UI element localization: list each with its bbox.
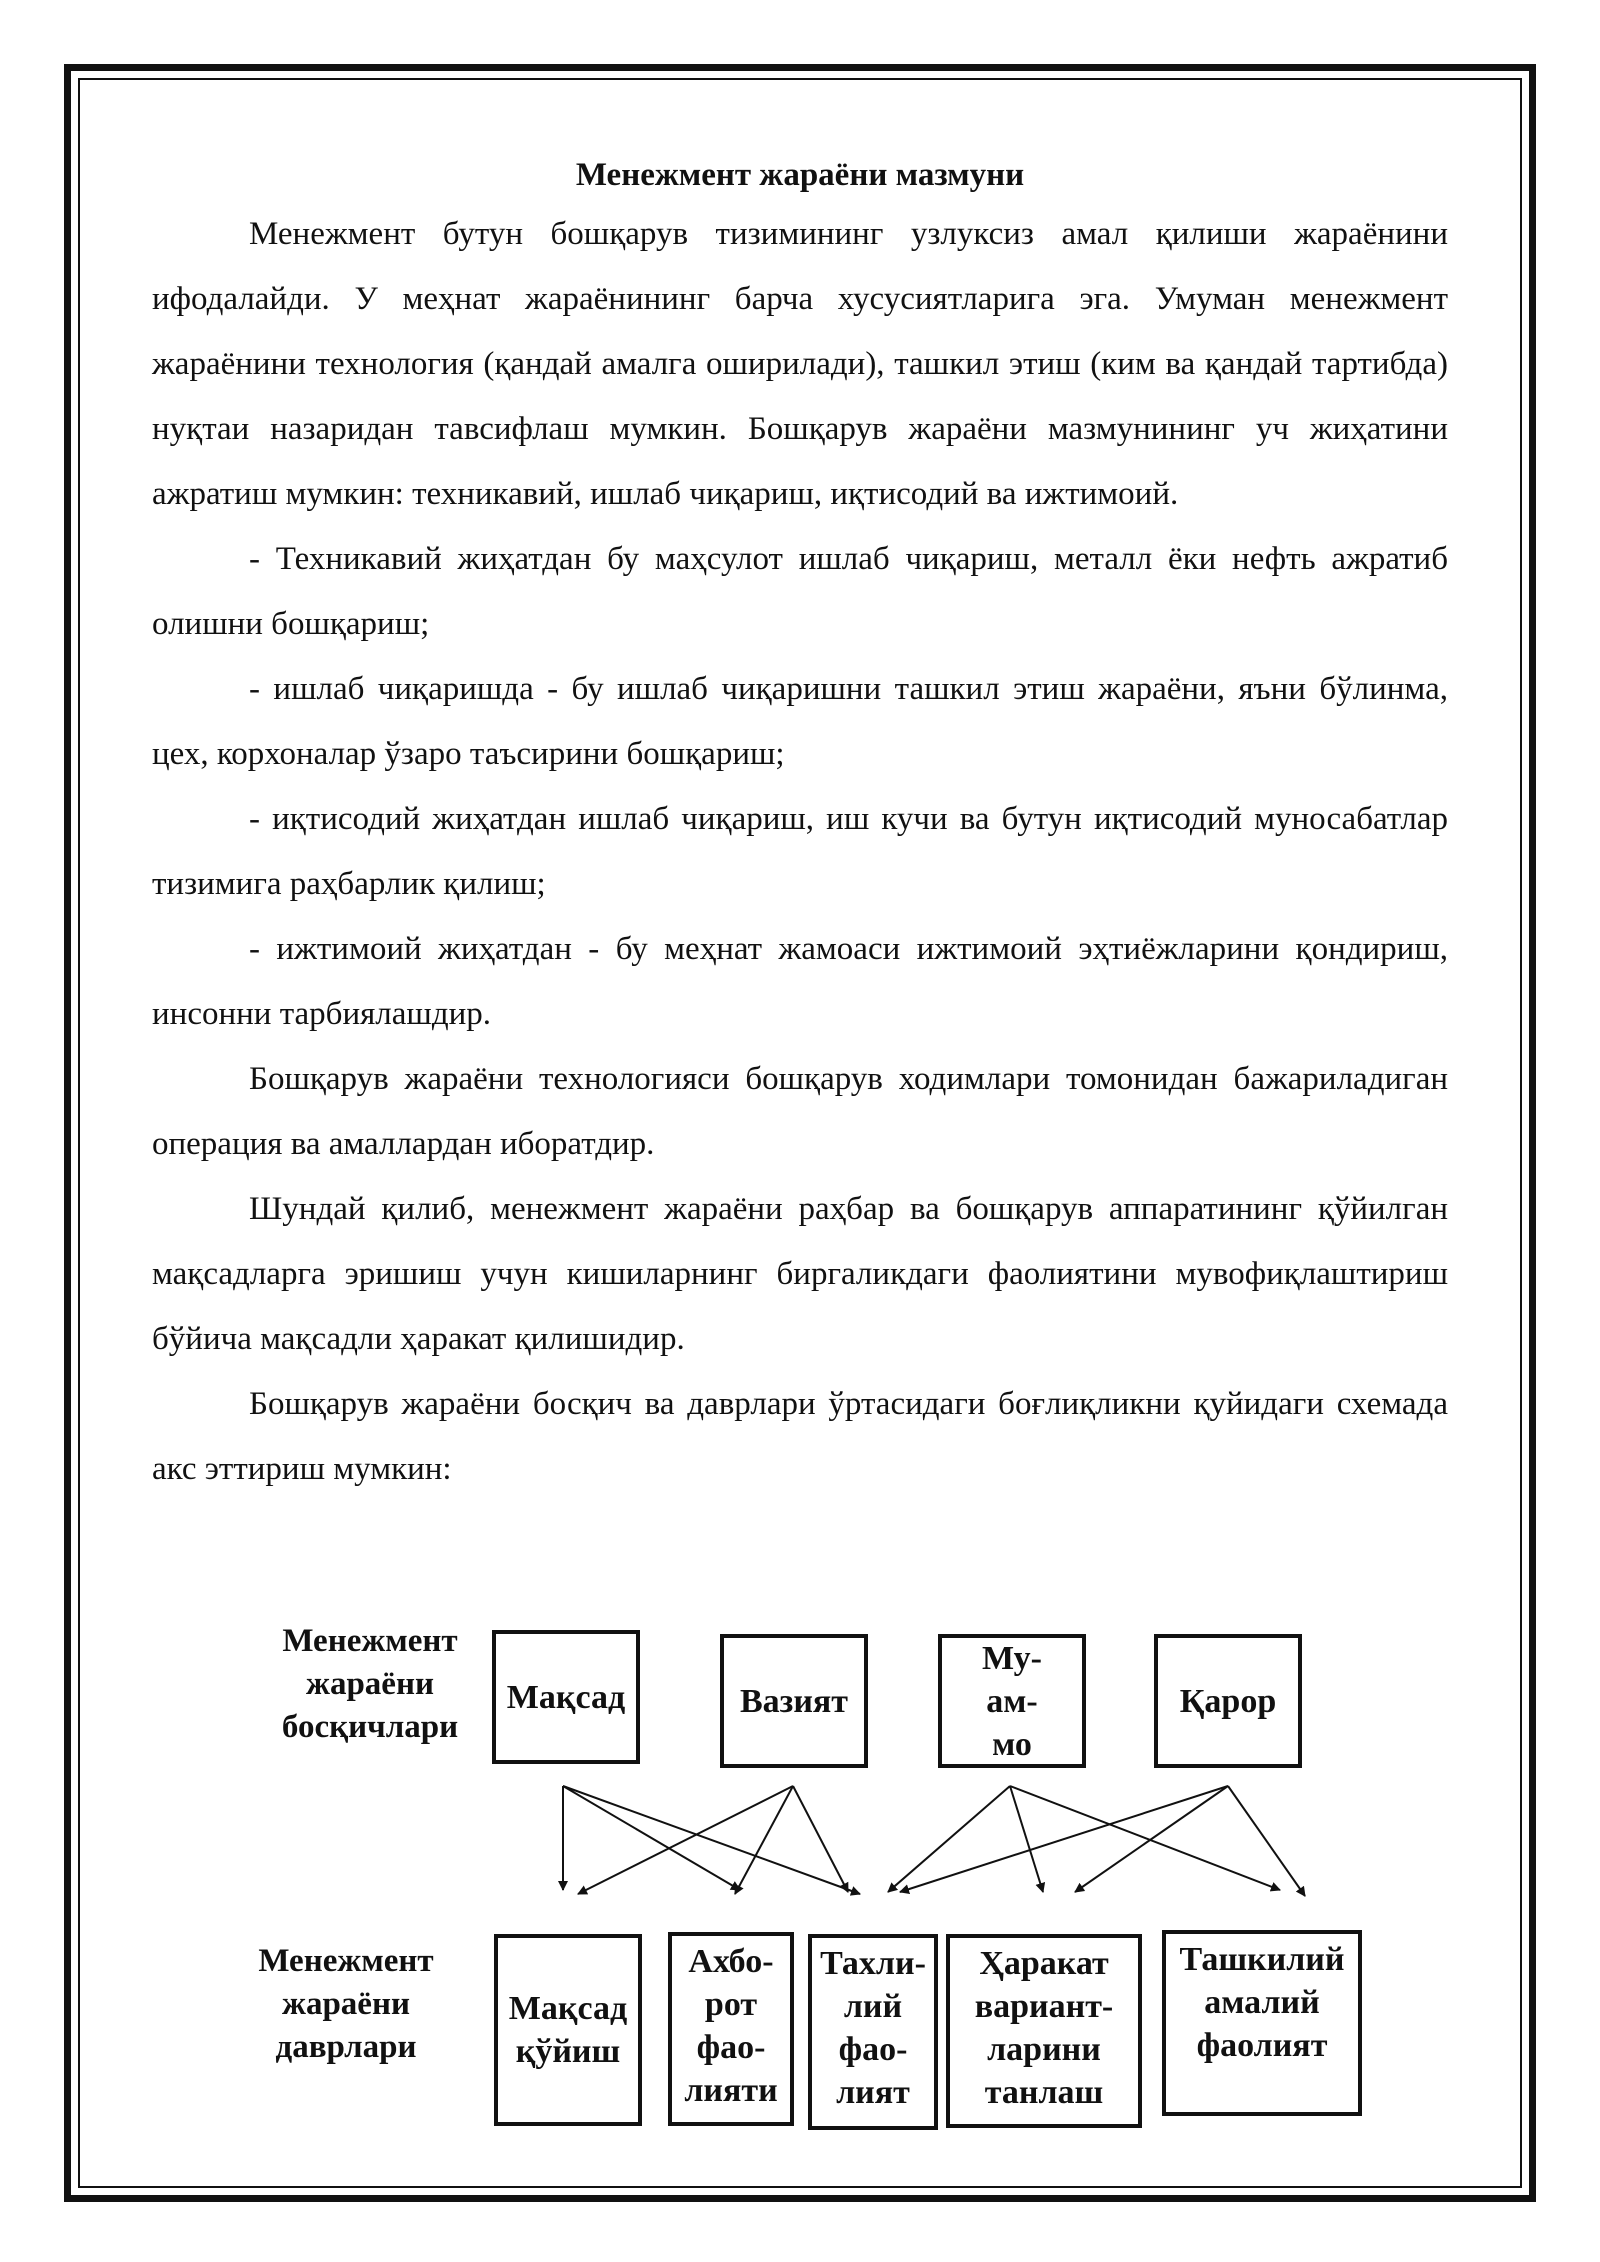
management-process-diagram: [0, 1600, 1600, 2160]
paragraph-technology: Бошқарув жараёни технологияси бошқарув ходимлари томонидан бажариладиган операция ва амаллардан иборатдир.: [152, 1061, 1448, 1162]
phase-box-analysis: Тахли- лий фао- лият: [808, 1934, 938, 2130]
page-title: Менежмент жараёни мазмуни: [575, 157, 1025, 193]
stage-box-situation: Вазият: [720, 1634, 868, 1768]
arrow-situation-to-analysis: [793, 1786, 848, 1892]
arrow-problem-to-actions: [1010, 1786, 1043, 1892]
paragraph-technical: - Техникавий жиҳатдан бу маҳсулот ишлаб чиқариш, металл ёки нефть ажратиб олишни бошқариш;: [152, 541, 1448, 642]
phase-box-action-options: Ҳаракат вариант- ларини танлаш: [946, 1934, 1142, 2128]
arrow-goal-to-analysis: [563, 1786, 860, 1894]
paragraph-social: - ижтимоий жиҳатдан - бу меҳнат жамоаси ижтимоий эҳтиёжларини қондириш, инсонни тарбиялашдир.: [152, 931, 1448, 1032]
phases-row-label: Менежмент жараёни даврлари: [258, 1943, 434, 2065]
arrow-decision-to-actions: [1075, 1786, 1228, 1892]
stage-box-problem: Му- ам- мо: [938, 1634, 1086, 1768]
phase-box-organizational-activity: Ташкилий амалий фаолият: [1162, 1930, 1362, 2116]
phase-box-information: Ахбо- рот фао- лияти: [668, 1932, 794, 2126]
paragraph-scheme-intro: Бошқарув жараёни босқич ва даврлари ўртасидаги боғлиқликни қуйидаги схемада акс эттириш мумкин:: [152, 1386, 1448, 1487]
arrow-goal-to-information: [563, 1786, 740, 1890]
stage-box-decision: Қарор: [1154, 1634, 1302, 1768]
arrow-decision-to-organizational: [1228, 1786, 1305, 1896]
paragraph-production: - ишлаб чиқаришда - бу ишлаб чиқаришни ташкил этиш жараёни, яъни бўлинма, цех, корхоналар ўзаро таъсирини бошқариш;: [152, 671, 1448, 772]
stages-row-label: Менежмент жараёни босқичлари: [281, 1623, 459, 1745]
paragraph-summary: Шундай қилиб, менежмент жараёни раҳбар ва бошқарув аппаратининг қўйилган мақсадларга эришиш учун кишиларнинг биргаликдаги фаолиятини мувофиқлаштириш бўйича мақсадли ҳаракат қилишидир.: [152, 1191, 1448, 1357]
document-body: [152, 150, 1448, 1502]
phase-box-goal-setting: Мақсад қўйиш: [494, 1934, 642, 2126]
paragraph-economic: - иқтисодий жиҳатдан ишлаб чиқариш, иш кучи ва бутун иқтисодий муносабатлар тизимига раҳбарлик қилиш;: [152, 801, 1448, 902]
stage-box-goal: Мақсад: [492, 1630, 640, 1764]
arrow-situation-to-information: [735, 1786, 793, 1894]
paragraph-intro: Менежмент бутун бошқарув тизимининг узлуксиз амал қилиши жараёнини ифодалайди. У меҳнат жараёнининг барча хусусиятларига эга. Умуман менежмент жараёнини технология (қандай амалга оширилади), ташкил этиш (ким ва қандай тартибда) нуқтаи назаридан тавсифлаш мумкин. Бошқарув жараёни мазмунининг уч жиҳатини ажратиш мумкин: техникавий, ишлаб чиқариш, иқтисодий ва ижтимоий.: [152, 216, 1448, 512]
